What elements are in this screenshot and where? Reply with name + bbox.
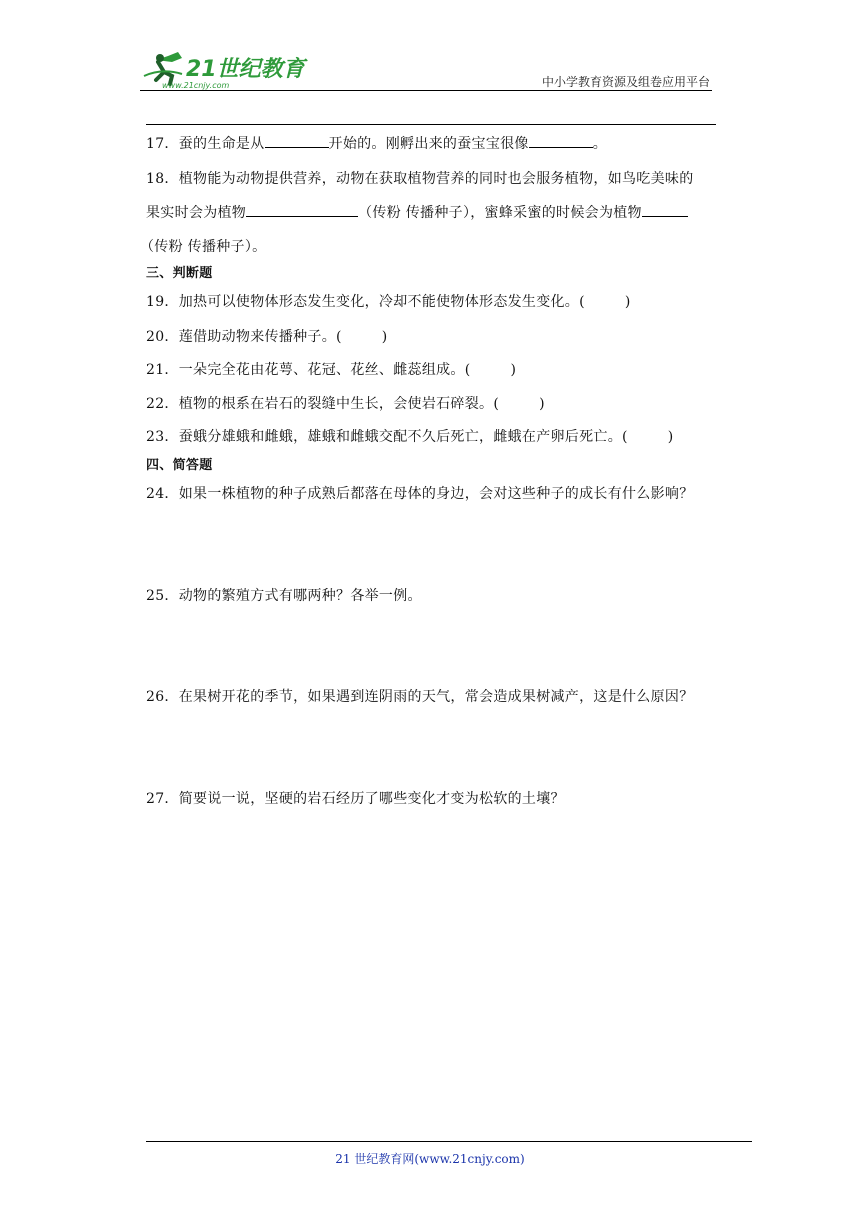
q22-close: ) [539, 396, 545, 412]
q19-close: ) [624, 294, 631, 310]
q17-text-c: 。 [592, 136, 608, 152]
q22-text: 22．植物的根系在岩石的裂缝中生长，会使岩石碎裂。( [146, 396, 500, 412]
question-19 [146, 293, 631, 311]
section-short-answer-heading: 四、简答题 [146, 458, 213, 473]
question-22 [146, 395, 545, 413]
question-21 [146, 361, 516, 379]
q18-blank-1[interactable] [246, 204, 358, 217]
question-18-line-1: 18．植物能为动物提供营养，动物在获取植物营养的同时也会服务植物，如鸟吃美味的 [146, 171, 694, 187]
question-23 [146, 428, 674, 446]
question-18-line-2 [146, 204, 688, 222]
site-logo [142, 46, 312, 92]
q18-text-b: （传粉 传播种子），蜜蜂采蜜的时候会为植物 [358, 205, 642, 221]
q21-text: 21．一朵完全花由花萼、花冠、花丝、雌蕊组成。( [146, 362, 471, 378]
q18-text-a: 果实时会为植物 [146, 205, 247, 221]
q20-text: 20．莲借助动物来传播种子。( [146, 329, 342, 345]
question-24: 24．如果一株植物的种子成熟后都落在母体的身边，会对这些种子的成长有什么影响？ [146, 486, 694, 502]
question-27: 27．简要说一说，坚硬的岩石经历了哪些变化才变为松软的土壤？ [146, 791, 565, 807]
top-rule [146, 124, 716, 125]
q21-close: ) [510, 362, 517, 378]
q17-blank-1[interactable] [265, 135, 329, 148]
section-judgement-heading: 三、判断题 [146, 266, 213, 281]
question-25: 25．动物的繁殖方式有哪两种？各举一例。 [146, 588, 422, 604]
q23-text: 23．蚕蛾分雄蛾和雌蛾，雄蛾和雌蛾交配不久后死亡，雌蛾在产卵后死亡。( [146, 429, 628, 445]
q20-close: ) [381, 329, 388, 345]
platform-name: 中小学教育资源及组卷应用平台 [541, 75, 710, 89]
question-17 [146, 135, 607, 153]
header-divider [140, 90, 712, 91]
logo-url: www.21cnjy.com [162, 81, 230, 90]
q17-blank-2[interactable] [529, 135, 593, 148]
q23-close: ) [667, 429, 674, 445]
question-18-line-3: （传粉 传播种子）。 [140, 239, 267, 255]
q17-text-b: 开始的。刚孵出来的蚕宝宝很像 [328, 136, 529, 152]
q17-text-a: 17．蚕的生命是从 [146, 136, 265, 152]
footer-link[interactable]: 21 世纪教育网(www.21cnjy.com) [335, 1152, 525, 1166]
runner-icon [144, 52, 182, 84]
q19-text: 19．加热可以使物体形态发生变化，冷却不能使物体形态发生变化。( [146, 294, 585, 310]
footer-divider [146, 1141, 752, 1142]
question-26: 26．在果树开花的季节，如果遇到连阴雨的天气，常会造成果树减产，这是什么原因？ [146, 689, 694, 705]
question-20 [146, 328, 388, 346]
q18-blank-2[interactable] [642, 204, 688, 217]
logo-text: 21世纪教育 [186, 57, 305, 82]
